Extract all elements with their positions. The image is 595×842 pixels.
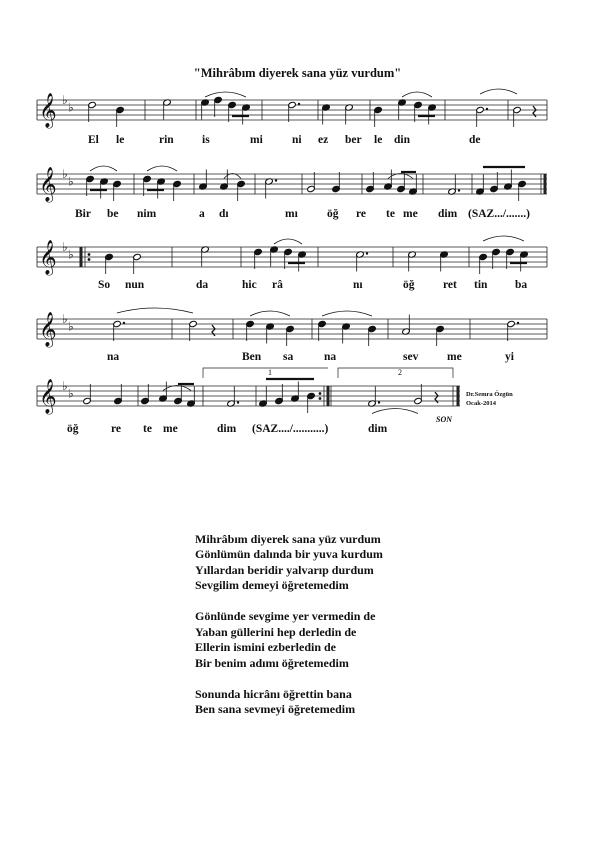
lyric-line-2 bbox=[0, 208, 595, 224]
lyric-syllable: me bbox=[403, 208, 418, 220]
lyric-line-1 bbox=[0, 134, 595, 150]
credit-date: Ocak-2014 bbox=[466, 400, 496, 407]
lyric-syllable: öğ bbox=[403, 279, 415, 291]
note-dot bbox=[517, 322, 519, 324]
lyric-syllable: da bbox=[196, 279, 209, 291]
poem-line: Yıllardan beridir yalvarıp durdum bbox=[195, 562, 374, 577]
lyric-saz-note: (SAZ.../.......) bbox=[468, 208, 530, 220]
flat-key-signature: ♭ bbox=[68, 386, 74, 401]
lyric-syllable: a bbox=[199, 208, 205, 220]
treble-clef: 𝄞 bbox=[39, 93, 57, 128]
poem-line: Ben sana sevmeyi öğretemedim bbox=[195, 702, 356, 716]
lyric-syllable: dim bbox=[217, 423, 237, 435]
repeat-dot bbox=[319, 392, 322, 395]
slur bbox=[90, 166, 117, 171]
volta-bracket-2 bbox=[338, 368, 453, 378]
slur bbox=[274, 239, 302, 244]
lyric-syllable: Bir bbox=[75, 208, 91, 220]
lyric-syllable: re bbox=[356, 208, 367, 220]
flat-key-signature: ♭ bbox=[68, 100, 74, 115]
credit-author: Dr.Semra Özgün bbox=[466, 391, 513, 398]
lyric-syllable: ni bbox=[292, 134, 302, 146]
poem-line: Gönlümün dalında bir yuva kurdum bbox=[195, 547, 383, 561]
lyric-syllable: le bbox=[116, 134, 125, 146]
lyric-syllable: te bbox=[386, 208, 395, 220]
flat-key-signature: ♭ bbox=[62, 93, 68, 107]
flat-key-signature: ♭ bbox=[62, 312, 68, 326]
flat-key-signature: ♭ bbox=[68, 247, 74, 262]
treble-clef: 𝄞 bbox=[39, 312, 57, 347]
lyric-syllable: hic bbox=[242, 279, 257, 291]
repeat-dot bbox=[88, 258, 91, 261]
repeat-dot bbox=[88, 253, 91, 256]
poem-line: Mihrâbım diyerek sana yüz vurdum bbox=[195, 531, 381, 546]
lyric-syllable: nı bbox=[353, 279, 363, 291]
lyric-syllable: Ben bbox=[242, 351, 262, 363]
lyric-syllable: is bbox=[202, 134, 210, 146]
flat-key-signature: ♭ bbox=[68, 319, 74, 334]
quarter-rest bbox=[212, 325, 215, 336]
note-dot bbox=[458, 189, 460, 191]
poem-line: Yaban güllerini hep derledin de bbox=[195, 624, 357, 639]
lyric-syllable: dim bbox=[368, 423, 388, 435]
lyric-syllable: tin bbox=[474, 279, 488, 291]
note-dot bbox=[366, 252, 368, 254]
lyric-syllable: re bbox=[111, 423, 122, 435]
lyric-syllable: na bbox=[107, 351, 120, 363]
lyric-syllable: ret bbox=[443, 279, 457, 291]
lyric-syllable: de bbox=[469, 134, 481, 146]
lyric-line-3 bbox=[0, 279, 595, 295]
lyric-syllable: mı bbox=[285, 208, 298, 220]
note-dot bbox=[378, 401, 380, 403]
lyric-line-5 bbox=[0, 423, 595, 439]
poem-line: Bir benim adımı öğretemedim bbox=[195, 655, 349, 670]
note-dot bbox=[298, 103, 300, 105]
lyric-syllable: sev bbox=[403, 351, 419, 363]
flat-key-signature: ♭ bbox=[62, 240, 68, 254]
poem-line: Gönlünde sevgime yer vermedin de bbox=[195, 609, 376, 623]
volta-label-1: 1 bbox=[268, 368, 272, 377]
lyric-syllable: râ bbox=[272, 279, 283, 291]
slur bbox=[205, 92, 246, 97]
treble-clef: 𝄞 bbox=[39, 167, 57, 202]
slur bbox=[372, 409, 418, 414]
lyric-syllable: El bbox=[88, 134, 99, 146]
note-dot bbox=[275, 179, 277, 181]
lyric-line-4 bbox=[0, 351, 595, 367]
volta-bracket-1 bbox=[203, 368, 328, 378]
note-dot bbox=[486, 108, 488, 110]
lyric-syllable: dim bbox=[438, 208, 458, 220]
lyric-syllable: dı bbox=[219, 208, 229, 220]
repeat-dot bbox=[319, 397, 322, 400]
slur bbox=[483, 236, 524, 241]
lyric-syllable: öğ bbox=[327, 208, 339, 220]
note-dot bbox=[123, 322, 125, 324]
lyric-syllable: yi bbox=[505, 351, 514, 363]
treble-clef: 𝄞 bbox=[39, 379, 57, 414]
lyric-syllable: ez bbox=[318, 134, 329, 146]
lyric-syllable: öğ bbox=[67, 423, 79, 435]
slur bbox=[250, 311, 290, 316]
poem-line: Sevgilim demeyi öğretemedim bbox=[195, 578, 349, 592]
slur bbox=[402, 92, 432, 97]
lyric-syllable: din bbox=[394, 134, 410, 146]
lyric-syllable: te bbox=[143, 423, 152, 435]
treble-clef: 𝄞 bbox=[39, 240, 57, 275]
flat-key-signature: ♭ bbox=[62, 167, 68, 181]
lyric-syllable: nim bbox=[137, 208, 157, 220]
slur bbox=[117, 308, 193, 313]
lyric-syllable: So bbox=[98, 279, 111, 291]
lyric-syllable: nun bbox=[125, 279, 145, 291]
lyric-syllable: be bbox=[107, 208, 119, 220]
lyric-syllable: na bbox=[324, 351, 337, 363]
slur bbox=[322, 311, 372, 316]
volta-label-2: 2 bbox=[398, 368, 402, 377]
note-dot bbox=[237, 401, 239, 403]
end-mark: SON bbox=[436, 415, 453, 424]
flat-key-signature: ♭ bbox=[62, 379, 68, 393]
slur bbox=[147, 166, 177, 171]
lyric-syllable: me bbox=[447, 351, 462, 363]
poem-line: Sonunda hicrânı öğrettin bana bbox=[195, 686, 352, 701]
lyric-syllable: ba bbox=[515, 279, 528, 291]
lyric-syllable: me bbox=[163, 423, 178, 435]
lyric-syllable: rin bbox=[159, 134, 174, 146]
quarter-rest bbox=[435, 392, 438, 403]
song-title: "Mihrâbım diyerek sana yüz vurdum" bbox=[193, 66, 402, 80]
poem-text bbox=[195, 516, 383, 733]
slur bbox=[480, 89, 517, 94]
lyric-saz-note: (SAZ..../...........) bbox=[252, 423, 329, 435]
lyric-syllable: sa bbox=[283, 351, 294, 363]
poem-line: Ellerin ismini ezberledin de bbox=[195, 640, 336, 654]
lyric-syllable: mi bbox=[250, 134, 263, 146]
flat-key-signature: ♭ bbox=[68, 174, 74, 189]
lyric-syllable: le bbox=[374, 134, 383, 146]
lyric-syllable: ber bbox=[345, 134, 362, 146]
